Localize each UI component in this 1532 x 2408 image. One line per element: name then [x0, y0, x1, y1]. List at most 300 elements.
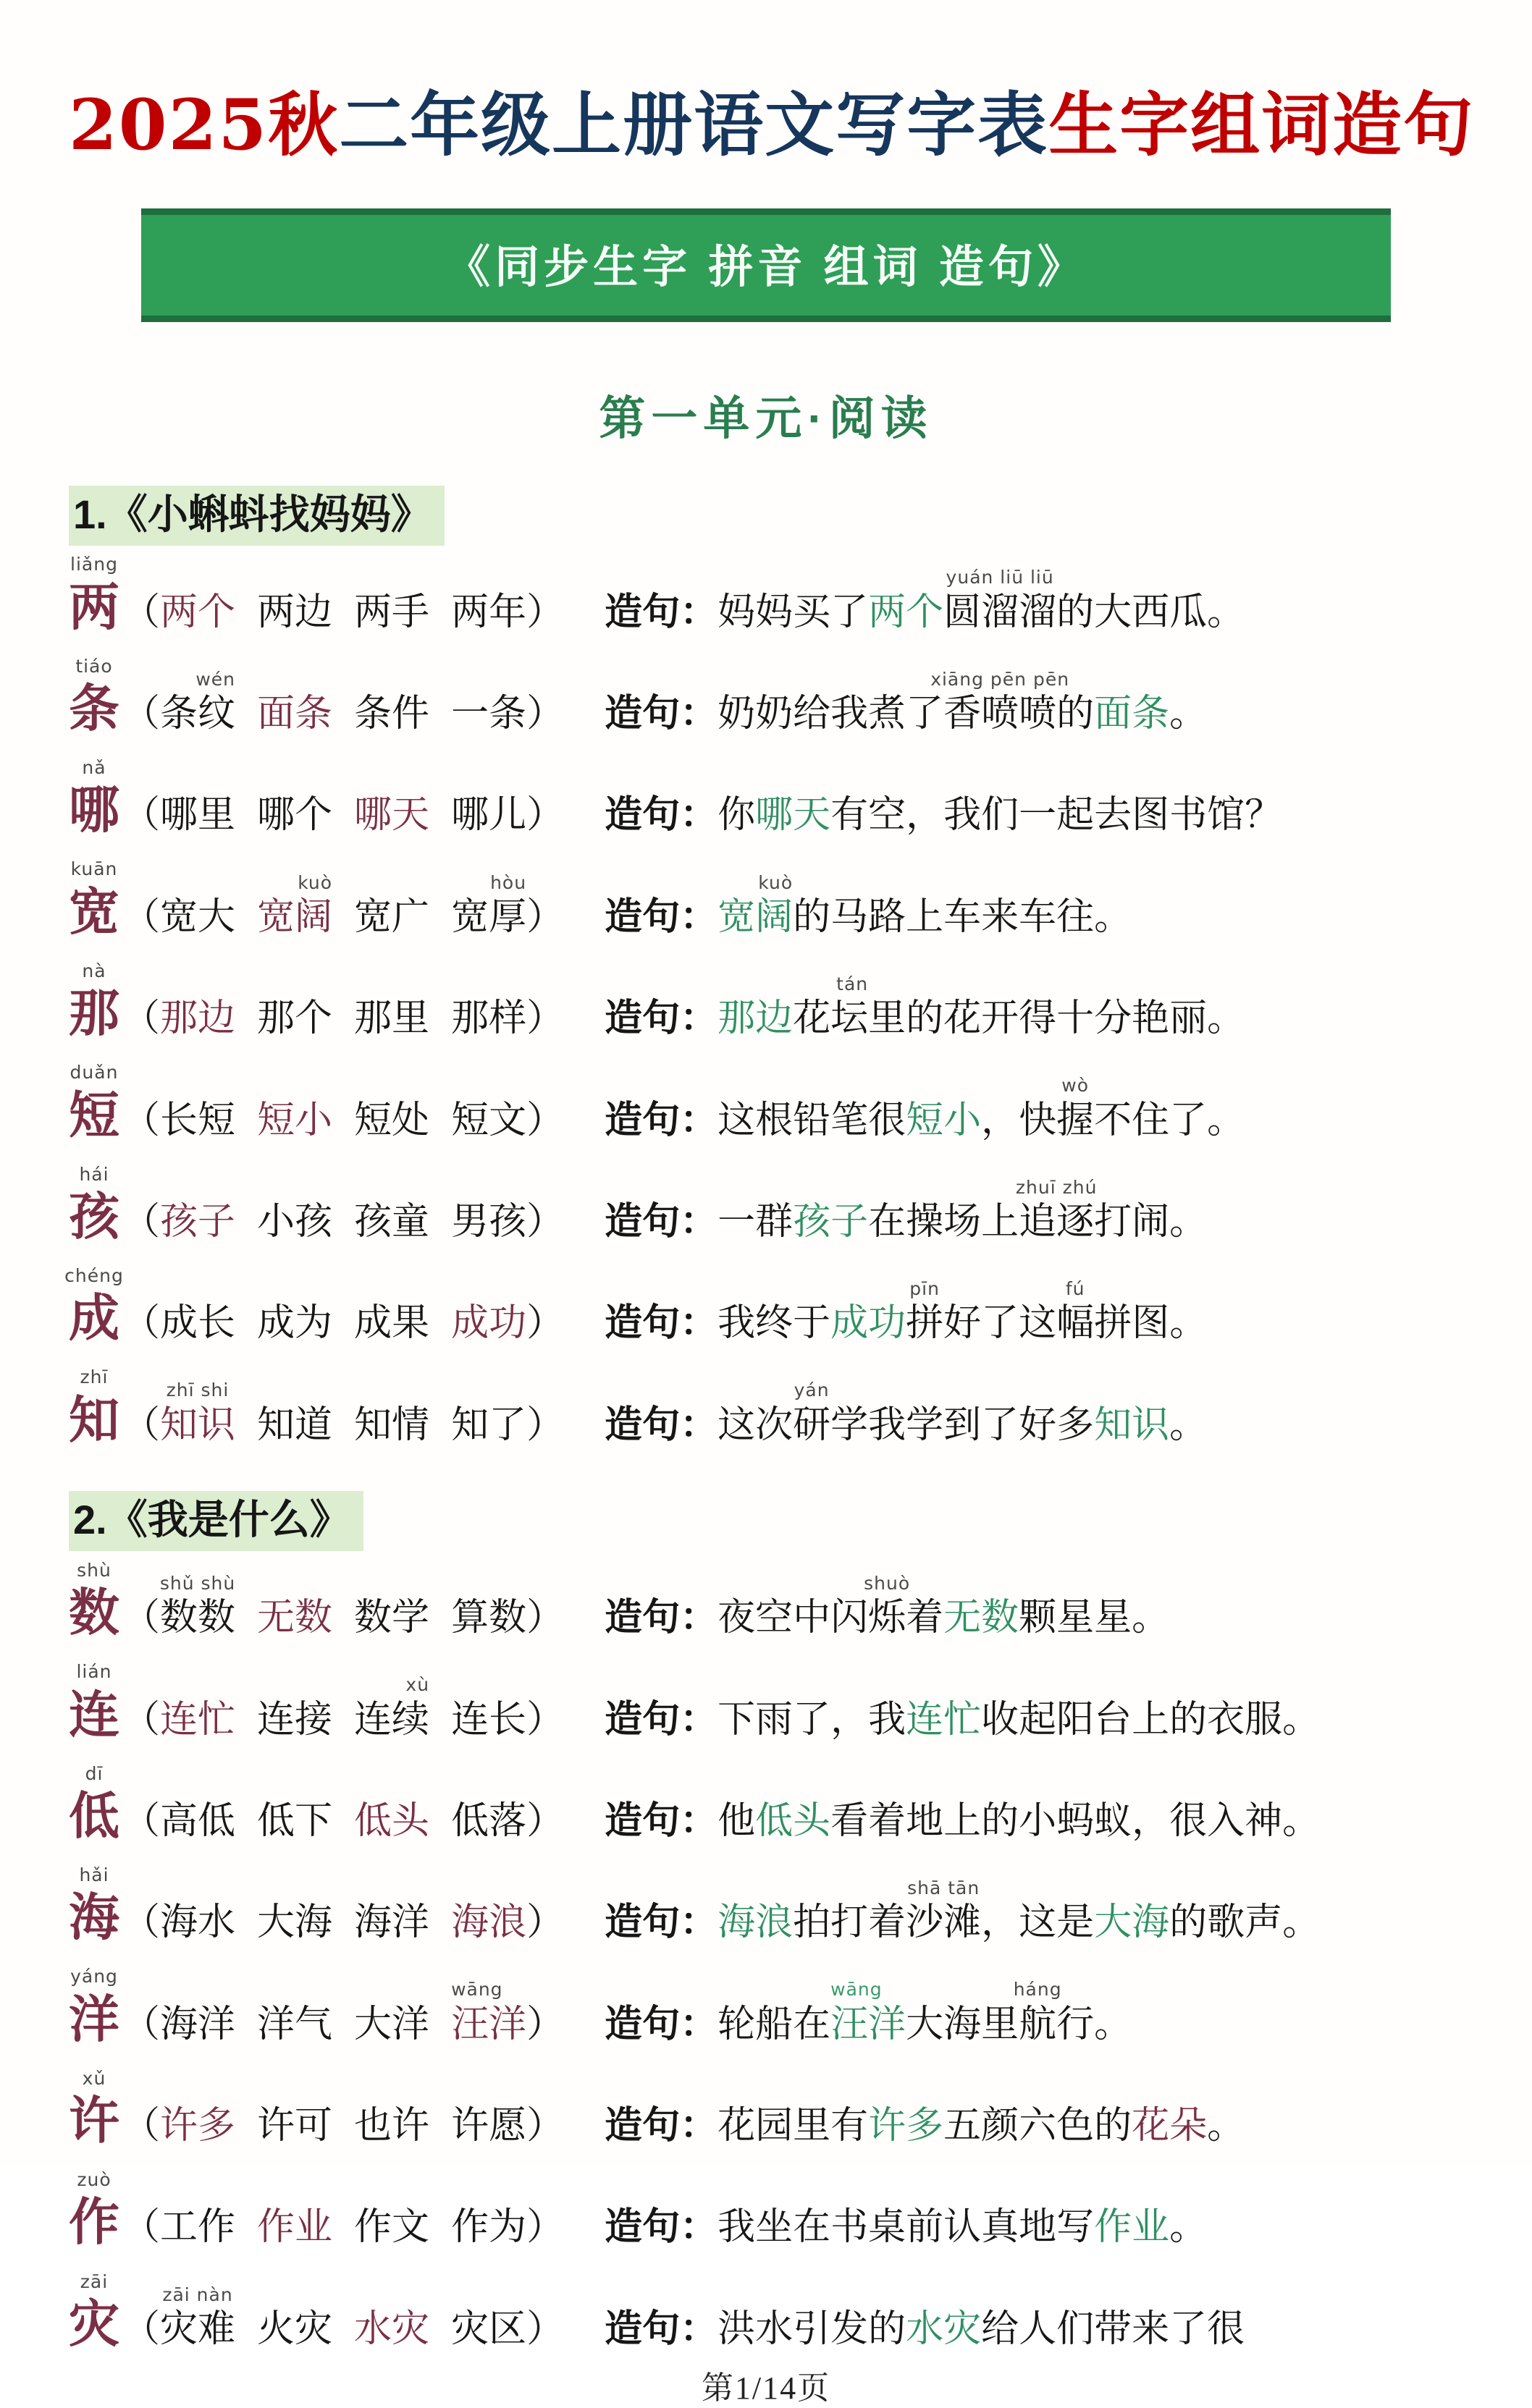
sentence-segment: 拼图。 [1094, 1302, 1208, 1345]
sentence-segment: 夜空中闪 [717, 1597, 869, 1639]
pinyin-annotation: háng [1013, 1979, 1062, 2001]
example-sentence [717, 1877, 1321, 1944]
word-item: 低下 [257, 1799, 333, 1842]
sentence-segment: 水灾 [906, 2307, 982, 2350]
word-item: 作为 [451, 2206, 527, 2249]
head-character: hái 孩 [69, 1163, 119, 1245]
head-character: nǎ 哪 [69, 757, 119, 839]
lessons-container [64, 448, 1463, 2362]
word-item: 成功 [451, 1302, 527, 1345]
entry-row [69, 1651, 1463, 1748]
word-item: 孩子 [160, 1200, 236, 1243]
paren-open: （ [122, 1403, 161, 1446]
entry-row [69, 950, 1463, 1047]
pinyin-annotation: wò [1061, 1075, 1090, 1097]
example-sentence [717, 973, 1245, 1040]
word-list [160, 2206, 526, 2248]
sentence-label: 造句： [605, 997, 718, 1040]
sentence-segment: 的 [1056, 692, 1095, 735]
example-sentence [717, 567, 1245, 633]
example-sentence [717, 1176, 1208, 1243]
pinyin-annotation: zāi [80, 2270, 109, 2292]
head-character: liǎng 两 [69, 554, 119, 635]
word-item: 许愿 [451, 2105, 527, 2147]
sentence-segment: 打闹。 [1094, 1200, 1208, 1243]
paren-close: ） [526, 1099, 565, 1141]
head-character: hǎi 海 [69, 1864, 119, 1946]
sentence-segment: 两个 [868, 591, 944, 633]
word-item: wāng 汪洋 [451, 1979, 527, 2045]
pinyin-annotation: zhuī zhú [1015, 1176, 1098, 1198]
word-list [160, 1979, 527, 2045]
example-sentence [717, 2308, 1245, 2350]
paren-close: ） [526, 997, 565, 1040]
sentence-segment: tán 花坛 [793, 973, 869, 1040]
word-item: 那里 [354, 997, 430, 1040]
lesson-title-text: 1.《小蝌蚪找妈妈》 [69, 486, 445, 546]
head-character: nà 那 [69, 960, 119, 1042]
paren-close: ） [526, 1200, 565, 1243]
paren-open: （ [122, 1597, 161, 1639]
paren-close: ） [526, 2307, 565, 2350]
word-item: 海洋 [354, 1901, 430, 1944]
head-character: dī 低 [69, 1762, 119, 1844]
paren-open: （ [122, 895, 161, 938]
paren-close: ） [526, 895, 565, 938]
word-item: 也许 [354, 2105, 430, 2147]
pinyin-annotation: kuò [758, 871, 794, 893]
sentence-segment: 面条 [1094, 692, 1170, 735]
sentence-segment: ，这是 [981, 1901, 1095, 1944]
pinyin-annotation: lián [76, 1661, 112, 1683]
word-item: 海浪 [451, 1901, 527, 1944]
sentence-segment: 短小 [906, 1099, 982, 1141]
sentence-segment: háng 航 [1013, 1979, 1062, 2045]
head-character: xǔ 许 [69, 2067, 119, 2150]
sentence-segment: 知识 [1094, 1403, 1170, 1446]
example-sentence [717, 1800, 1320, 1842]
sentence-segment: xiāng pēn pēn 香喷喷 [930, 668, 1070, 735]
paren-open: （ [122, 1099, 161, 1141]
head-character: duǎn 短 [69, 1062, 119, 1144]
pinyin-annotation: yuán liū liū [946, 567, 1054, 588]
word-list [160, 591, 526, 633]
entry-row [69, 1752, 1463, 1849]
sentence-segment: 看着地上的小蚂蚁，很入神。 [830, 1799, 1321, 1842]
head-character: zuò 作 [69, 2169, 119, 2251]
word-item: 数学 [354, 1597, 430, 1639]
sentence-label: 造句： [605, 2206, 718, 2249]
word-item: 水灾 [354, 2307, 430, 2350]
word-list [160, 2284, 527, 2350]
entry-row [69, 848, 1463, 945]
sentence-segment: wò 握 [1056, 1075, 1095, 1141]
word-list [160, 1380, 527, 1446]
paren-close: ） [526, 2003, 565, 2045]
pinyin-annotation: kuò [298, 871, 333, 893]
word-item: 两个 [160, 591, 236, 633]
sentence-segment: 奶奶给我煮了 [717, 692, 944, 735]
sentence-segment: 低头 [755, 1799, 831, 1842]
sentence-label: 造句： [605, 1200, 718, 1243]
word-list [160, 997, 526, 1039]
sentence-segment: 的大西瓜。 [1056, 591, 1245, 633]
pinyin-annotation: shǔ shù [159, 1572, 236, 1594]
sentence-segment: 一群 [717, 1200, 794, 1243]
banner-text: 《同步生字 拼音 组词 造句》 [445, 242, 1087, 292]
entry-row [69, 2057, 1463, 2154]
word-item: 哪里 [160, 794, 236, 837]
paren-open: （ [122, 1698, 161, 1741]
title-part-blue: 二年级上册语文写字表 [339, 84, 1049, 166]
sentence-segment: 着 [906, 1597, 944, 1639]
word-list [160, 1901, 526, 1943]
paren-open: （ [122, 2206, 161, 2249]
sentence-label: 造句： [605, 2105, 718, 2147]
sentence-label: 造句： [605, 2307, 718, 2350]
sentence-segment: 里的花开得十分艳丽。 [868, 997, 1245, 1040]
entry-row [69, 746, 1463, 843]
sentence-label: 造句： [605, 1901, 718, 1944]
sentence-segment: 。 [1169, 2206, 1208, 2249]
entry-row [69, 2260, 1463, 2357]
sentence-segment: 那边 [717, 997, 794, 1040]
example-sentence [717, 794, 1282, 836]
sentence-segment: 我坐在书桌前认真地写 [717, 2206, 1095, 2249]
sentence-segment: 许多 [868, 2105, 944, 2147]
pinyin-annotation: shā tān [907, 1877, 980, 1899]
word-item: 男孩 [451, 1200, 527, 1243]
sentence-segment: 收起阳台上的衣服。 [981, 1698, 1321, 1741]
sentence-segment: 连忙 [906, 1698, 982, 1741]
sentence-segment: 他 [717, 1799, 756, 1842]
entry-row [69, 1052, 1463, 1149]
sentence-label: 造句： [605, 1302, 718, 1345]
sentence-segment: 你 [717, 794, 756, 837]
lesson-title-text: 2.《我是什么》 [69, 1491, 363, 1551]
word-item: 无数 [257, 1597, 333, 1639]
sentence-segment: 无数 [943, 1597, 1019, 1639]
sentence-label: 造句： [605, 895, 718, 938]
word-item: 两年 [451, 591, 527, 633]
paren-close: ） [526, 2105, 565, 2147]
sentence-segment: wāng 汪洋 [830, 1979, 906, 2045]
sentence-segment: 。 [1207, 2105, 1245, 2147]
sentence-segment: 的歌声。 [1169, 1901, 1321, 1944]
word-item: 洋气 [257, 2003, 333, 2045]
pinyin-annotation: yán [794, 1380, 830, 1401]
pinyin-annotation: zuò [77, 2169, 111, 2191]
word-item: 短小 [257, 1099, 333, 1141]
sentence-segment: 不住了。 [1094, 1099, 1245, 1141]
pinyin-annotation: tiáo [75, 655, 113, 677]
sentence-segment: 我终于 [717, 1302, 831, 1345]
paren-open: （ [122, 2105, 161, 2147]
word-list [160, 794, 526, 836]
example-sentence [717, 2105, 1245, 2147]
head-character: shù 数 [69, 1559, 119, 1642]
sentence-segment: 洪水引发的 [717, 2307, 906, 2350]
paren-open: （ [122, 1200, 161, 1243]
word-item: 连长 [451, 1698, 527, 1741]
word-item: 成为 [257, 1302, 333, 1345]
word-item: 低头 [354, 1799, 430, 1842]
sentence-segment: 轮船在 [717, 2003, 831, 2045]
word-item: 连接 [257, 1698, 333, 1741]
sentence-label: 造句： [605, 692, 718, 735]
sentence-segment: 花园里有 [717, 2105, 869, 2147]
head-character: lián 连 [69, 1661, 119, 1743]
sentence-segment: 这次 [717, 1403, 794, 1446]
word-item: 一条 [451, 692, 527, 735]
sentence-segment: kuò 宽阔 [717, 871, 794, 938]
sentence-segment: 拍打着 [793, 1901, 906, 1944]
head-character: chéng 成 [64, 1265, 124, 1347]
word-item: 大洋 [354, 2003, 430, 2045]
word-item: 连忙 [160, 1698, 236, 1741]
word-item: 工作 [160, 2206, 236, 2249]
title-part-red-2: 生字组词造句 [1048, 84, 1475, 166]
pinyin-annotation: fú [1065, 1278, 1085, 1300]
word-item: 作文 [354, 2206, 430, 2249]
word-item: 宽广 [354, 895, 430, 938]
word-item: 哪天 [354, 794, 430, 837]
page-number: 第1/14页 [701, 2370, 831, 2407]
sentence-segment: 给人们带来了很 [981, 2307, 1245, 2350]
unit-heading: 第一单元·阅读 [599, 392, 933, 444]
lesson-title [69, 1488, 1463, 1546]
head-character: yáng 洋 [69, 1966, 119, 2048]
sentence-segment: 五颜六色的 [943, 2105, 1132, 2147]
paren-open: （ [122, 1302, 161, 1345]
word-item: 两边 [257, 591, 333, 633]
entry-row [69, 1854, 1463, 1951]
pinyin-annotation: duǎn [70, 1062, 119, 1083]
sentence-segment: 在操场上 [868, 1200, 1019, 1243]
word-list [160, 668, 527, 735]
word-item: 短处 [354, 1099, 430, 1141]
sentence-segment: 有空，我们一起去图书馆？ [830, 794, 1283, 837]
paren-close: ） [526, 794, 565, 837]
paren-close: ） [526, 1698, 565, 1741]
entry-row [69, 2158, 1463, 2255]
word-list [160, 871, 527, 938]
word-item: 海洋 [160, 2003, 236, 2045]
paren-close: ） [526, 1302, 565, 1345]
example-sentence [717, 1572, 1170, 1639]
entry-row [69, 1153, 1463, 1250]
paren-close: ） [526, 1597, 565, 1639]
sentence-label: 造句： [605, 591, 718, 633]
pinyin-annotation: shuò [864, 1572, 911, 1594]
example-sentence [717, 1278, 1208, 1345]
pinyin-annotation: liǎng [70, 554, 118, 575]
sentence-segment: 大海里 [906, 2003, 1019, 2045]
pinyin-annotation: nǎ [82, 757, 106, 779]
entry-row [69, 645, 1463, 742]
word-item: wén 条纹 [160, 668, 236, 735]
example-sentence [717, 1380, 1208, 1446]
pinyin-annotation: xǔ [82, 2067, 106, 2089]
word-item: 灾区 [451, 2307, 527, 2350]
paren-open: （ [122, 2003, 161, 2045]
example-sentence [717, 1699, 1320, 1741]
word-item: xù 连续 [354, 1674, 430, 1741]
paren-close: ） [526, 591, 565, 633]
entry-row [69, 1549, 1463, 1646]
sentence-segment: 的马路上车来车往。 [793, 895, 1132, 938]
lesson-title [69, 483, 1463, 541]
paren-open: （ [122, 997, 161, 1040]
sentence-segment: 大海 [1094, 1901, 1170, 1944]
example-sentence [717, 1075, 1245, 1141]
word-item: 许可 [257, 2105, 333, 2147]
head-character: kuān 宽 [69, 858, 119, 940]
sentence-segment: 成功 [830, 1302, 906, 1345]
pinyin-annotation: dī [85, 1762, 104, 1784]
word-item: 大海 [257, 1901, 333, 1944]
sentence-segment: 颗星星。 [1019, 1597, 1170, 1639]
word-item: 高低 [160, 1799, 236, 1842]
pinyin-annotation: nà [82, 960, 106, 981]
pinyin-annotation: shù [77, 1559, 111, 1581]
pinyin-annotation: zhī shi [166, 1380, 230, 1401]
word-list [160, 1302, 526, 1344]
entry-row [69, 1356, 1463, 1453]
word-item: 孩童 [354, 1200, 430, 1243]
sentence-label: 造句： [605, 1698, 718, 1741]
word-item: 知了 [451, 1403, 527, 1446]
pinyin-annotation: hái [79, 1163, 109, 1185]
sentence-segment: zhuī zhú 追逐 [1015, 1176, 1098, 1243]
word-item: 成长 [160, 1302, 236, 1345]
paren-close: ） [526, 692, 565, 735]
word-item: zāi nàn 灾难 [160, 2284, 236, 2350]
sentence-segment: fú 幅 [1056, 1278, 1095, 1345]
sentence-label: 造句： [605, 1403, 718, 1446]
title-part-red-1: 2025秋 [69, 84, 340, 166]
paren-close: ） [526, 1901, 565, 1944]
word-item: 知情 [354, 1403, 430, 1446]
word-item: 长短 [160, 1099, 236, 1141]
word-item: 低落 [451, 1799, 527, 1842]
pinyin-annotation: yáng [70, 1966, 118, 1987]
word-list [160, 1099, 526, 1141]
word-item: hòu 宽厚 [451, 871, 527, 938]
sentence-segment: 。 [1169, 692, 1208, 735]
example-sentence [717, 2206, 1207, 2248]
pinyin-annotation: xù [405, 1674, 430, 1696]
paren-close: ） [526, 1799, 565, 1842]
paren-open: （ [122, 2307, 161, 2350]
entry-row [69, 544, 1463, 641]
green-banner [141, 208, 1391, 322]
sentence-label: 造句： [605, 1799, 718, 1842]
pinyin-annotation: zhī [80, 1366, 109, 1388]
paren-open: （ [122, 692, 161, 735]
pinyin-annotation: zāi nàn [162, 2284, 233, 2305]
sentence-segment: shā tān 沙滩 [906, 1877, 982, 1944]
page-title [69, 84, 1475, 166]
sentence-segment: 妈妈买了 [717, 591, 869, 633]
sentence-segment: 孩子 [793, 1200, 869, 1243]
word-item: 知道 [257, 1403, 333, 1446]
sentence-label: 造句： [605, 2003, 718, 2045]
word-item: 那边 [160, 997, 236, 1040]
example-sentence [717, 1979, 1132, 2045]
sentence-segment: 好了这 [943, 1302, 1057, 1345]
entry-row [64, 1254, 1463, 1351]
pinyin-annotation: hòu [490, 871, 527, 893]
pinyin-annotation: kuān [70, 858, 118, 880]
sentence-segment: 哪天 [755, 794, 831, 837]
word-item: 火灾 [257, 2307, 333, 2350]
sentence-segment: 行。 [1056, 2003, 1132, 2045]
paren-open: （ [122, 591, 161, 633]
head-character: zāi 灾 [69, 2270, 119, 2352]
pinyin-annotation: tán [836, 973, 869, 994]
word-item: shǔ shù 数数 [159, 1572, 236, 1639]
pinyin-annotation: xiāng pēn pēn [930, 668, 1070, 690]
sentence-segment: yuán liū liū 圆溜溜 [943, 567, 1057, 633]
pinyin-annotation: wāng [830, 1979, 883, 2001]
sentence-segment: yán 研 [793, 1380, 831, 1446]
head-character: zhī 知 [69, 1366, 119, 1448]
word-list [160, 2105, 526, 2147]
word-list [159, 1572, 527, 1639]
word-item: 作业 [257, 2206, 333, 2249]
word-item: 许多 [160, 2105, 236, 2147]
example-sentence [717, 668, 1208, 735]
word-item: 哪个 [257, 794, 333, 837]
sentence-segment: pīn 拼 [906, 1278, 944, 1345]
paren-open: （ [122, 794, 161, 837]
word-item: 那样 [451, 997, 527, 1040]
pinyin-annotation: pīn [909, 1278, 940, 1300]
sentence-segment: 学我学到了好多 [830, 1403, 1095, 1446]
sentence-segment: 海浪 [717, 1901, 794, 1944]
pinyin-annotation: hǎi [79, 1864, 109, 1885]
word-item: kuò 宽阔 [257, 871, 333, 938]
word-item: 短文 [451, 1099, 527, 1141]
paren-open: （ [122, 1901, 161, 1944]
sentence-segment: 下雨了，我 [717, 1698, 906, 1741]
word-list [160, 1201, 526, 1243]
sentence-segment: shuò 烁 [864, 1572, 911, 1639]
sentence-label: 造句： [605, 794, 718, 837]
sentence-label: 造句： [605, 1597, 718, 1639]
pinyin-annotation: chéng [64, 1265, 124, 1287]
paren-close: ） [526, 2206, 565, 2249]
paren-close: ） [526, 1403, 565, 1446]
sentence-segment: 这根铅笔很 [717, 1099, 906, 1141]
sentence-label: 造句： [605, 1099, 718, 1141]
example-sentence [717, 871, 1132, 938]
word-list [160, 1800, 526, 1842]
sentence-segment: 花朵 [1132, 2105, 1208, 2147]
word-item: 算数 [451, 1597, 527, 1639]
word-item: 条件 [354, 692, 430, 735]
sentence-segment: 。 [1169, 1403, 1208, 1446]
word-item: 小孩 [257, 1200, 333, 1243]
word-item: zhī shi 知识 [160, 1380, 236, 1446]
word-item: 两手 [354, 591, 430, 633]
word-item: 面条 [257, 692, 333, 735]
entry-row [69, 1956, 1463, 2053]
pinyin-annotation: wāng [451, 1979, 503, 2001]
paren-open: （ [122, 1799, 161, 1842]
word-item: 那个 [257, 997, 333, 1040]
